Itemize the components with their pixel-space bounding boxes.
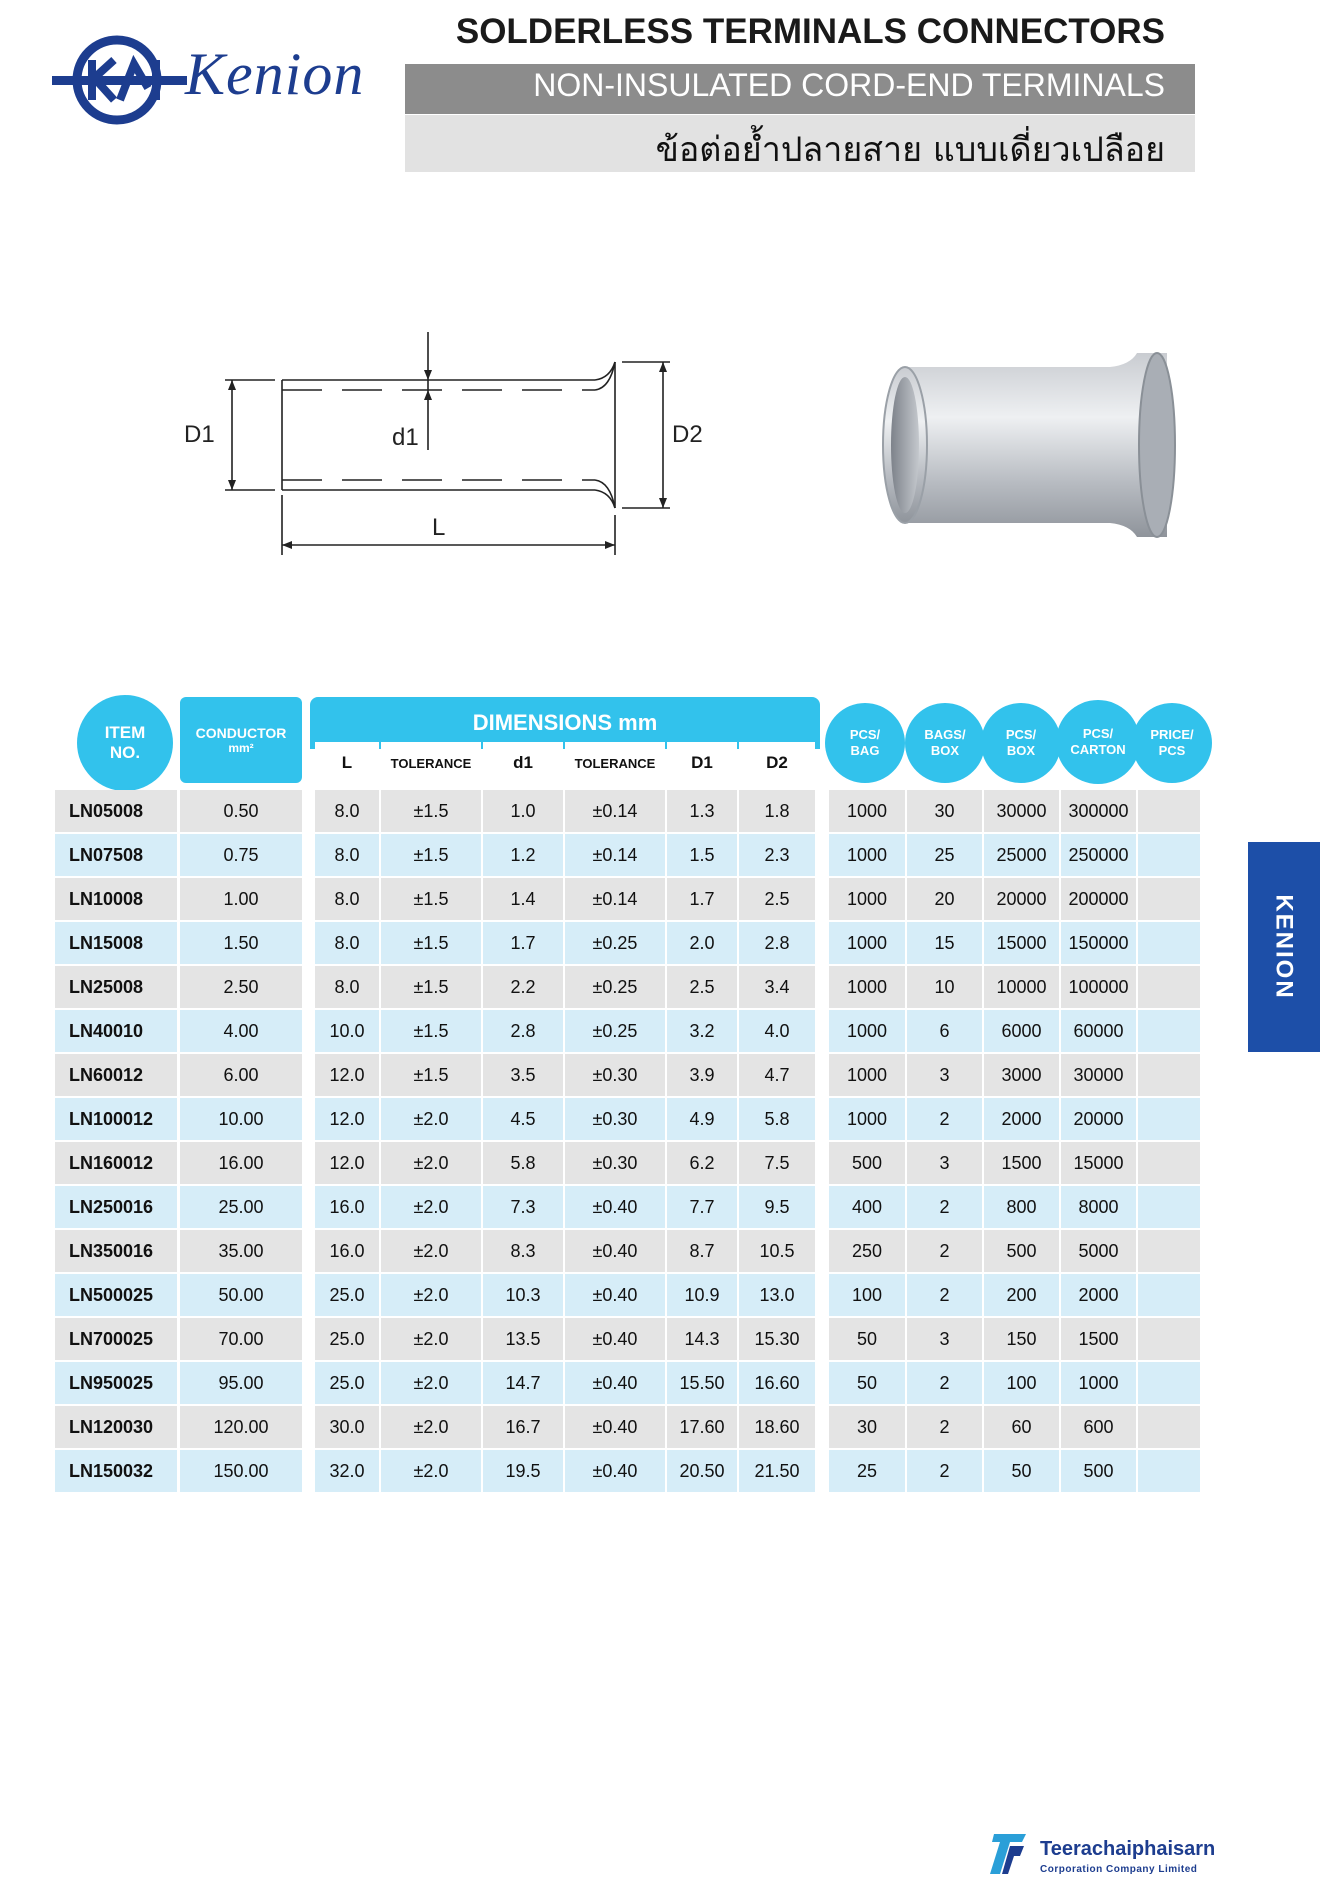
cell-D2: 2.5 (739, 878, 815, 920)
cell-pcs-carton: 8000 (1061, 1186, 1136, 1228)
cell-d1: 14.7 (483, 1362, 563, 1404)
cell-d1: 5.8 (483, 1142, 563, 1184)
cell-pcs-carton: 2000 (1061, 1274, 1136, 1316)
cell-D1: 8.7 (667, 1230, 737, 1272)
cell-bags-box: 6 (907, 1010, 982, 1052)
cell-item-no: LN700025 (55, 1318, 177, 1360)
cell-d1: 1.2 (483, 834, 563, 876)
cell-pcs-carton: 1500 (1061, 1318, 1136, 1360)
cell-pcs-bag: 30 (829, 1406, 905, 1448)
cell-item-no: LN07508 (55, 834, 177, 876)
cell-price-pcs (1138, 1406, 1200, 1448)
cell-L: 10.0 (315, 1010, 379, 1052)
cell-tolerance-1: ±1.5 (381, 1010, 481, 1052)
terminal-product-photo (875, 345, 1205, 545)
table-row (55, 1186, 1200, 1228)
cell-D1: 1.5 (667, 834, 737, 876)
cell-conductor: 6.00 (180, 1054, 302, 1096)
cell-price-pcs (1138, 1230, 1200, 1272)
cell-tolerance-1: ±2.0 (381, 1274, 481, 1316)
cell-D2: 13.0 (739, 1274, 815, 1316)
header-bags-box: BAGS/ BOX (905, 703, 985, 783)
cell-item-no: LN150032 (55, 1450, 177, 1492)
cell-conductor: 0.75 (180, 834, 302, 876)
cell-pcs-box: 500 (984, 1230, 1059, 1272)
cell-D1: 10.9 (667, 1274, 737, 1316)
cell-price-pcs (1138, 834, 1200, 876)
cell-pcs-box: 2000 (984, 1098, 1059, 1140)
cell-bags-box: 30 (907, 790, 982, 832)
cell-pcs-bag: 1000 (829, 1054, 905, 1096)
cell-pcs-box: 800 (984, 1186, 1059, 1228)
cell-L: 25.0 (315, 1274, 379, 1316)
header-pcs-box: PCS/ BOX (981, 703, 1061, 783)
cell-d1: 1.7 (483, 922, 563, 964)
table-row (55, 1098, 1200, 1140)
cell-bags-box: 2 (907, 1186, 982, 1228)
cell-item-no: LN100012 (55, 1098, 177, 1140)
cell-tolerance-2: ±0.40 (565, 1318, 665, 1360)
cell-D2: 10.5 (739, 1230, 815, 1272)
cell-pcs-carton: 200000 (1061, 878, 1136, 920)
cell-L: 8.0 (315, 790, 379, 832)
cell-tolerance-1: ±2.0 (381, 1230, 481, 1272)
cell-D1: 3.9 (667, 1054, 737, 1096)
cell-D2: 9.5 (739, 1186, 815, 1228)
header-dimensions: DIMENSIONS mm (310, 697, 820, 749)
cell-price-pcs (1138, 1010, 1200, 1052)
cell-item-no: LN40010 (55, 1010, 177, 1052)
cell-bags-box: 2 (907, 1450, 982, 1492)
cell-D2: 2.3 (739, 834, 815, 876)
cell-conductor: 95.00 (180, 1362, 302, 1404)
cell-pcs-bag: 50 (829, 1362, 905, 1404)
header-tolerance-2: TOLERANCE (565, 742, 665, 784)
cell-price-pcs (1138, 1186, 1200, 1228)
cell-conductor: 16.00 (180, 1142, 302, 1184)
cell-tolerance-1: ±1.5 (381, 1054, 481, 1096)
cell-D1: 2.0 (667, 922, 737, 964)
cell-pcs-carton: 15000 (1061, 1142, 1136, 1184)
cell-d1: 1.4 (483, 878, 563, 920)
table-row (55, 1142, 1200, 1184)
cell-tolerance-1: ±2.0 (381, 1186, 481, 1228)
header-pcs-bag: PCS/ BAG (825, 703, 905, 783)
table-row (55, 966, 1200, 1008)
cell-tolerance-2: ±0.14 (565, 834, 665, 876)
cell-item-no: LN60012 (55, 1054, 177, 1096)
table-row (55, 1362, 1200, 1404)
cell-bags-box: 25 (907, 834, 982, 876)
cell-item-no: LN350016 (55, 1230, 177, 1272)
cell-D2: 5.8 (739, 1098, 815, 1140)
label-d1: d1 (392, 424, 419, 451)
cell-item-no: LN120030 (55, 1406, 177, 1448)
table-row (55, 1406, 1200, 1448)
cell-L: 12.0 (315, 1098, 379, 1140)
cell-pcs-bag: 1000 (829, 878, 905, 920)
cell-L: 25.0 (315, 1362, 379, 1404)
cell-pcs-carton: 300000 (1061, 790, 1136, 832)
cell-tolerance-2: ±0.40 (565, 1230, 665, 1272)
cell-D2: 7.5 (739, 1142, 815, 1184)
cell-pcs-bag: 500 (829, 1142, 905, 1184)
cell-tolerance-2: ±0.40 (565, 1274, 665, 1316)
header-item-no: ITEM NO. (77, 695, 173, 791)
cell-D1: 6.2 (667, 1142, 737, 1184)
cell-L: 8.0 (315, 834, 379, 876)
cell-price-pcs (1138, 790, 1200, 832)
header-D1: D1 (667, 742, 737, 784)
cell-tolerance-2: ±0.30 (565, 1142, 665, 1184)
cell-D2: 3.4 (739, 966, 815, 1008)
cell-conductor: 1.50 (180, 922, 302, 964)
cell-price-pcs (1138, 878, 1200, 920)
cell-price-pcs (1138, 1362, 1200, 1404)
cell-pcs-bag: 400 (829, 1186, 905, 1228)
header-conductor: CONDUCTOR mm² (180, 697, 302, 783)
cell-d1: 1.0 (483, 790, 563, 832)
cell-tolerance-2: ±0.40 (565, 1362, 665, 1404)
cell-L: 16.0 (315, 1186, 379, 1228)
cell-bags-box: 3 (907, 1054, 982, 1096)
cell-bags-box: 2 (907, 1098, 982, 1140)
cell-pcs-carton: 20000 (1061, 1098, 1136, 1140)
cell-tolerance-1: ±1.5 (381, 834, 481, 876)
brand-wordmark: Kenion (185, 41, 365, 107)
table-row (55, 1010, 1200, 1052)
cell-bags-box: 2 (907, 1274, 982, 1316)
label-D2: D2 (672, 421, 703, 448)
cell-bags-box: 2 (907, 1362, 982, 1404)
cell-D1: 1.7 (667, 878, 737, 920)
cell-conductor: 120.00 (180, 1406, 302, 1448)
header-D2: D2 (739, 742, 815, 784)
cell-pcs-box: 60 (984, 1406, 1059, 1448)
cell-pcs-box: 1500 (984, 1142, 1059, 1184)
table-row (55, 922, 1200, 964)
label-L: L (432, 514, 446, 541)
cell-item-no: LN15008 (55, 922, 177, 964)
page-title: SOLDERLESS TERMINALS CONNECTORS (455, 12, 1165, 51)
header-d1: d1 (483, 742, 563, 784)
table-row (55, 1230, 1200, 1272)
cell-d1: 8.3 (483, 1230, 563, 1272)
cell-conductor: 35.00 (180, 1230, 302, 1272)
cell-L: 12.0 (315, 1054, 379, 1096)
table-row (55, 1274, 1200, 1316)
cell-tolerance-2: ±0.25 (565, 1010, 665, 1052)
cell-tolerance-1: ±2.0 (381, 1362, 481, 1404)
cell-L: 30.0 (315, 1406, 379, 1448)
cell-L: 12.0 (315, 1142, 379, 1184)
cell-pcs-bag: 50 (829, 1318, 905, 1360)
cell-D1: 7.7 (667, 1186, 737, 1228)
cell-item-no: LN25008 (55, 966, 177, 1008)
cell-pcs-bag: 1000 (829, 966, 905, 1008)
cell-d1: 10.3 (483, 1274, 563, 1316)
cell-item-no: LN250016 (55, 1186, 177, 1228)
cell-L: 32.0 (315, 1450, 379, 1492)
label-D1: D1 (184, 421, 215, 448)
header-price-pcs: PRICE/ PCS (1132, 703, 1212, 783)
teerachaiphaisarn-logo (988, 1830, 1028, 1878)
cell-conductor: 0.50 (180, 790, 302, 832)
header-L: L (315, 742, 379, 784)
page-subtitle: NON-INSULATED CORD-END TERMINALS (533, 67, 1165, 103)
cell-D2: 4.7 (739, 1054, 815, 1096)
cell-d1: 7.3 (483, 1186, 563, 1228)
cell-item-no: LN05008 (55, 790, 177, 832)
cell-pcs-box: 10000 (984, 966, 1059, 1008)
cell-D1: 15.50 (667, 1362, 737, 1404)
cell-L: 8.0 (315, 966, 379, 1008)
cell-pcs-box: 100 (984, 1362, 1059, 1404)
header-pcs-carton: PCS/ CARTON (1056, 700, 1140, 784)
cell-pcs-carton: 60000 (1061, 1010, 1136, 1052)
cell-pcs-carton: 100000 (1061, 966, 1136, 1008)
cell-price-pcs (1138, 1054, 1200, 1096)
cell-price-pcs (1138, 922, 1200, 964)
cell-D2: 18.60 (739, 1406, 815, 1448)
cell-item-no: LN10008 (55, 878, 177, 920)
cell-d1: 16.7 (483, 1406, 563, 1448)
cell-price-pcs (1138, 1142, 1200, 1184)
cell-pcs-bag: 1000 (829, 1010, 905, 1052)
table-row (55, 1054, 1200, 1096)
cell-conductor: 150.00 (180, 1450, 302, 1492)
cell-bags-box: 15 (907, 922, 982, 964)
cell-tolerance-1: ±1.5 (381, 966, 481, 1008)
cell-bags-box: 2 (907, 1406, 982, 1448)
cell-conductor: 2.50 (180, 966, 302, 1008)
cell-pcs-bag: 100 (829, 1274, 905, 1316)
cell-L: 8.0 (315, 878, 379, 920)
footer-company-subtitle: Corporation Company Limited (1040, 1864, 1198, 1875)
cell-L: 8.0 (315, 922, 379, 964)
cell-pcs-box: 6000 (984, 1010, 1059, 1052)
cell-item-no: LN950025 (55, 1362, 177, 1404)
cell-L: 16.0 (315, 1230, 379, 1272)
cell-tolerance-2: ±0.14 (565, 790, 665, 832)
cell-bags-box: 3 (907, 1142, 982, 1184)
cell-tolerance-2: ±0.40 (565, 1450, 665, 1492)
cell-D1: 2.5 (667, 966, 737, 1008)
cell-conductor: 50.00 (180, 1274, 302, 1316)
cell-pcs-bag: 25 (829, 1450, 905, 1492)
cell-price-pcs (1138, 1450, 1200, 1492)
cell-tolerance-2: ±0.25 (565, 966, 665, 1008)
table-row (55, 1450, 1200, 1492)
cell-pcs-box: 25000 (984, 834, 1059, 876)
cell-bags-box: 3 (907, 1318, 982, 1360)
cell-bags-box: 2 (907, 1230, 982, 1272)
cell-conductor: 10.00 (180, 1098, 302, 1140)
cell-D2: 1.8 (739, 790, 815, 832)
cell-D2: 2.8 (739, 922, 815, 964)
cell-tolerance-2: ±0.25 (565, 922, 665, 964)
cell-D2: 15.30 (739, 1318, 815, 1360)
cell-d1: 2.8 (483, 1010, 563, 1052)
thai-title: ข้อต่อย้ำปลายสาย แบบเดี่ยวเปลือย (655, 130, 1165, 170)
cell-tolerance-1: ±1.5 (381, 878, 481, 920)
table-row (55, 878, 1200, 920)
cell-D2: 16.60 (739, 1362, 815, 1404)
cell-D2: 21.50 (739, 1450, 815, 1492)
cell-D1: 1.3 (667, 790, 737, 832)
cell-pcs-carton: 1000 (1061, 1362, 1136, 1404)
cell-d1: 4.5 (483, 1098, 563, 1140)
cell-conductor: 1.00 (180, 878, 302, 920)
cell-pcs-carton: 5000 (1061, 1230, 1136, 1272)
cell-D2: 4.0 (739, 1010, 815, 1052)
cell-bags-box: 10 (907, 966, 982, 1008)
cell-tolerance-1: ±2.0 (381, 1450, 481, 1492)
cell-d1: 19.5 (483, 1450, 563, 1492)
cell-pcs-box: 3000 (984, 1054, 1059, 1096)
cell-pcs-box: 150 (984, 1318, 1059, 1360)
cell-conductor: 25.00 (180, 1186, 302, 1228)
table-row (55, 834, 1200, 876)
cell-tolerance-2: ±0.30 (565, 1098, 665, 1140)
cell-D1: 3.2 (667, 1010, 737, 1052)
cell-pcs-carton: 600 (1061, 1406, 1136, 1448)
cell-L: 25.0 (315, 1318, 379, 1360)
cell-D1: 17.60 (667, 1406, 737, 1448)
cell-pcs-box: 15000 (984, 922, 1059, 964)
cell-D1: 14.3 (667, 1318, 737, 1360)
cell-pcs-carton: 250000 (1061, 834, 1136, 876)
cell-item-no: LN500025 (55, 1274, 177, 1316)
cell-price-pcs (1138, 1274, 1200, 1316)
cell-tolerance-1: ±2.0 (381, 1318, 481, 1360)
footer-company-name: Teerachaiphaisarn (1040, 1838, 1216, 1860)
cell-tolerance-2: ±0.40 (565, 1406, 665, 1448)
cell-pcs-bag: 1000 (829, 834, 905, 876)
cell-pcs-box: 50 (984, 1450, 1059, 1492)
cell-pcs-carton: 30000 (1061, 1054, 1136, 1096)
cell-d1: 3.5 (483, 1054, 563, 1096)
cell-tolerance-1: ±2.0 (381, 1142, 481, 1184)
cell-pcs-box: 30000 (984, 790, 1059, 832)
cell-conductor: 4.00 (180, 1010, 302, 1052)
side-brand-tab-label: KENION (1271, 894, 1298, 1000)
header-tolerance-1: TOLERANCE (381, 742, 481, 784)
cell-pcs-bag: 1000 (829, 790, 905, 832)
table-row (55, 790, 1200, 832)
cell-price-pcs (1138, 1098, 1200, 1140)
cell-bags-box: 20 (907, 878, 982, 920)
cell-pcs-carton: 500 (1061, 1450, 1136, 1492)
cell-pcs-bag: 250 (829, 1230, 905, 1272)
cell-tolerance-1: ±1.5 (381, 922, 481, 964)
cell-D1: 20.50 (667, 1450, 737, 1492)
cell-pcs-bag: 1000 (829, 1098, 905, 1140)
cell-tolerance-1: ±2.0 (381, 1098, 481, 1140)
cell-tolerance-2: ±0.40 (565, 1186, 665, 1228)
terminal-dimension-diagram (170, 320, 740, 560)
cell-d1: 2.2 (483, 966, 563, 1008)
cell-price-pcs (1138, 1318, 1200, 1360)
cell-pcs-bag: 1000 (829, 922, 905, 964)
table-row (55, 1318, 1200, 1360)
cell-tolerance-1: ±2.0 (381, 1406, 481, 1448)
cell-d1: 13.5 (483, 1318, 563, 1360)
cell-price-pcs (1138, 966, 1200, 1008)
cell-tolerance-2: ±0.14 (565, 878, 665, 920)
cell-tolerance-1: ±1.5 (381, 790, 481, 832)
cell-pcs-box: 20000 (984, 878, 1059, 920)
cell-pcs-box: 200 (984, 1274, 1059, 1316)
cell-conductor: 70.00 (180, 1318, 302, 1360)
cell-D1: 4.9 (667, 1098, 737, 1140)
cell-item-no: LN160012 (55, 1142, 177, 1184)
cell-pcs-carton: 150000 (1061, 922, 1136, 964)
cell-tolerance-2: ±0.30 (565, 1054, 665, 1096)
